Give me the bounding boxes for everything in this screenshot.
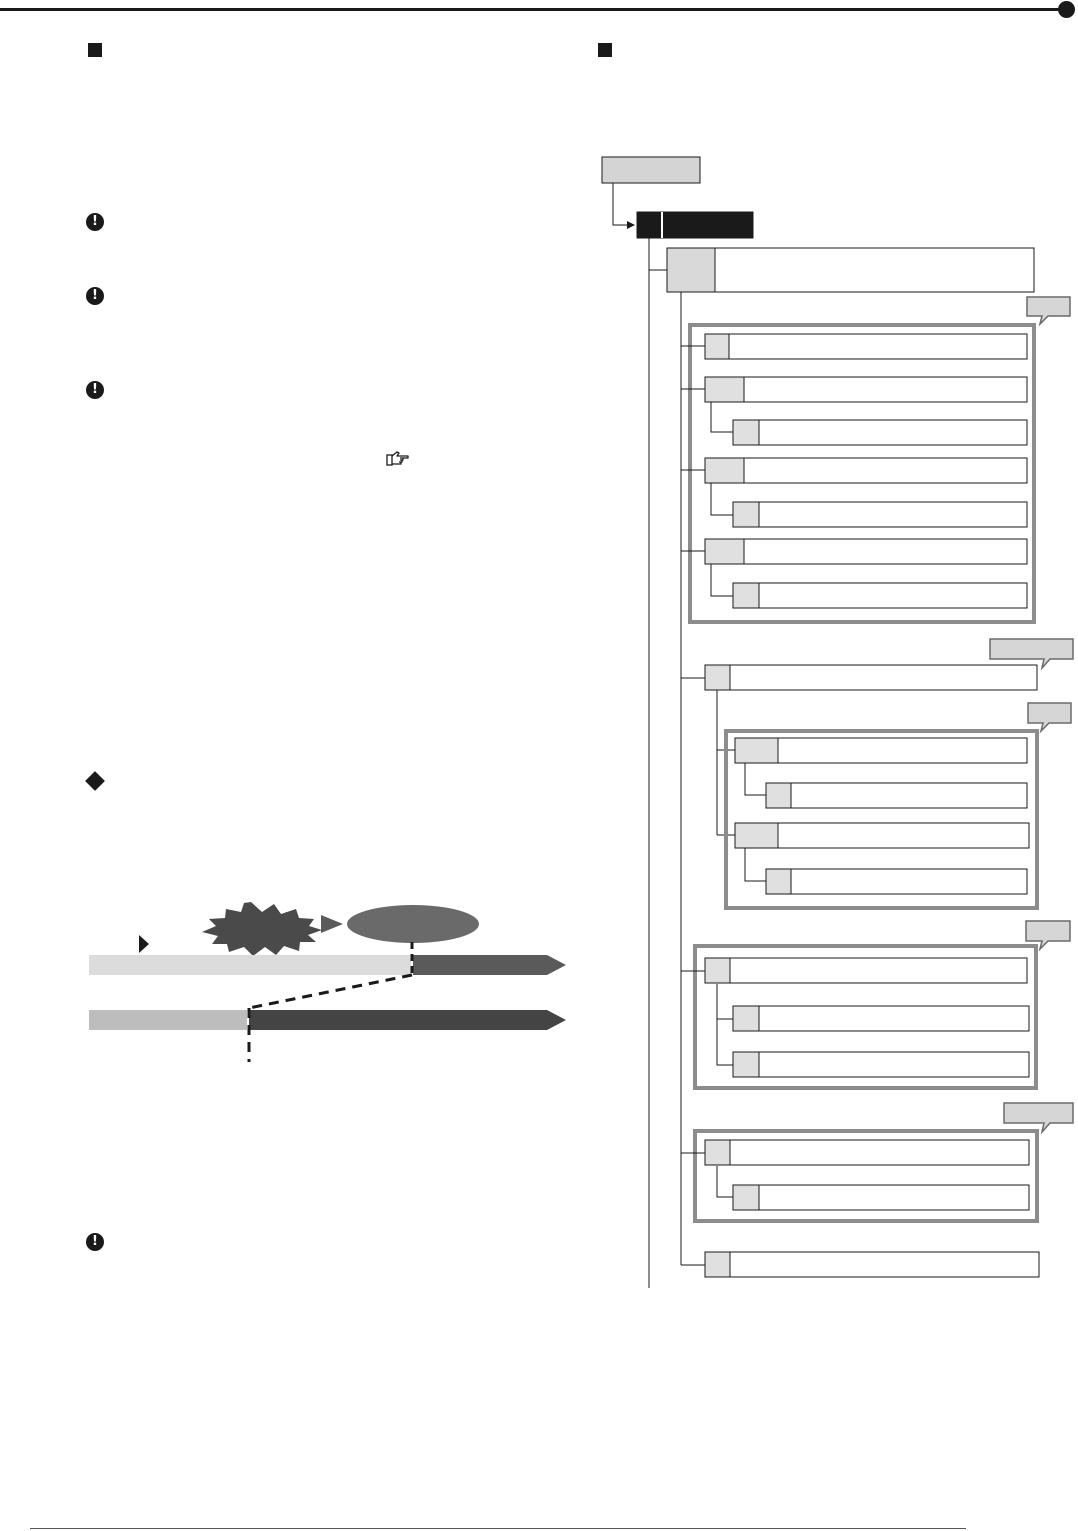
tree-item [733,420,1027,445]
tree-item [705,377,1027,402]
tree-item [705,539,1027,564]
tree-item-main [667,248,1034,292]
play-arrow-icon [139,935,149,953]
tree-group-3 [681,921,1070,1088]
event-ellipse [347,905,479,943]
dashed-slant [249,975,412,1008]
tree-item [705,334,1027,359]
caution-icon: ! [86,287,104,305]
tree-item [735,738,1027,763]
tree-item [733,583,1027,608]
tree-item [733,1185,1029,1210]
tree-item [705,665,1037,690]
tree-item [766,783,1027,808]
tree-root-box [602,157,700,183]
caution-icon: ! [86,213,104,231]
timeline-illustration [89,902,566,1062]
caution-icon: ! [86,381,104,399]
tree-item [735,823,1029,848]
tree-group-4 [681,1103,1073,1221]
timeline-bar-lower-dark [249,1010,566,1030]
tree-item [705,1252,1039,1277]
timeline-bar-upper-light [89,955,411,975]
flow-arrow [321,915,343,933]
tree-group-2 [681,639,1073,908]
tree-group-1 [681,297,1070,622]
tree-last-item [681,1252,1039,1277]
tree-item [705,958,1027,983]
tree-item [705,458,1027,483]
callout-tag [1004,1103,1073,1132]
tree-item [705,1140,1029,1165]
timeline-bar-lower-light [89,1010,247,1030]
timeline-bar-upper-dark [413,955,566,975]
callout-tag [1028,703,1071,731]
burst-icon [202,902,322,956]
bottom-rule [30,1528,966,1529]
tree-item [766,869,1027,894]
callout-tag [990,639,1073,668]
tree-item [733,1052,1029,1077]
callout-tag [1027,297,1070,324]
tree-item [733,1006,1029,1031]
tree-menu-header [637,212,753,238]
caution-icon: ! [86,1233,104,1251]
tree-item [733,502,1027,527]
